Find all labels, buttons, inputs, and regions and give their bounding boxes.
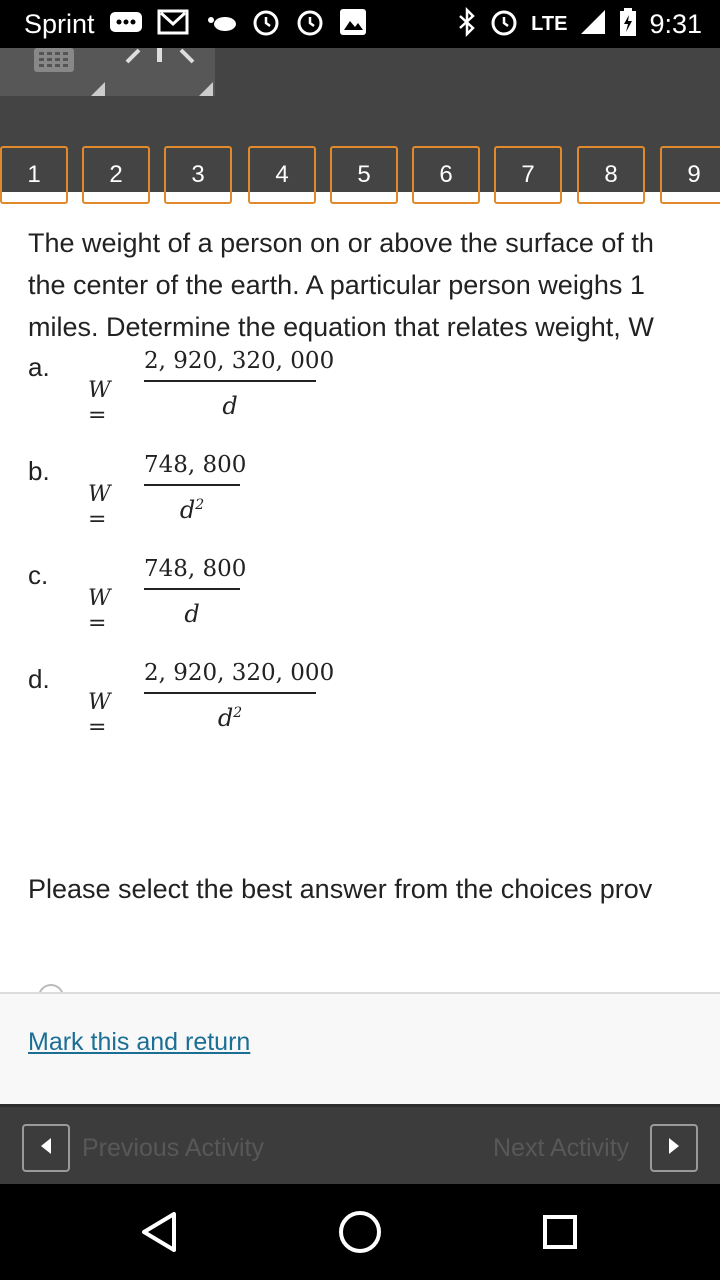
system-nav-bar bbox=[0, 1184, 720, 1280]
alarm-icon bbox=[295, 7, 325, 42]
question-8-button[interactable]: 8 bbox=[577, 146, 645, 204]
corner-marker-icon bbox=[199, 82, 213, 101]
fraction-bar bbox=[144, 484, 240, 486]
gmail-icon bbox=[157, 9, 189, 40]
fraction bbox=[144, 658, 335, 733]
fraction-bar bbox=[144, 380, 316, 382]
fraction-bar bbox=[144, 692, 316, 694]
exponent: 2 bbox=[195, 496, 205, 513]
answer-option-c[interactable] bbox=[28, 556, 428, 650]
question-6-button[interactable]: 6 bbox=[412, 146, 480, 204]
numerator: 2, 920, 320, 000 bbox=[144, 348, 335, 374]
question-line: The weight of a person on or above the surface of th bbox=[28, 228, 654, 258]
question-4-button[interactable]: 4 bbox=[248, 146, 316, 204]
image-icon bbox=[339, 8, 367, 41]
next-activity-label[interactable]: Next Activity bbox=[493, 1134, 630, 1162]
collapse-icon[interactable] bbox=[125, 48, 195, 69]
previous-activity-label[interactable]: Previous Activity bbox=[82, 1134, 265, 1162]
toolbar bbox=[0, 48, 720, 192]
signal-icon bbox=[579, 8, 607, 41]
numerator: 748, 800 bbox=[144, 452, 247, 478]
question-7-button[interactable]: 7 bbox=[494, 146, 562, 204]
fraction bbox=[144, 450, 247, 525]
alarm-icon bbox=[489, 7, 519, 42]
alarm-icon bbox=[251, 7, 281, 42]
instruction-text: Please select the best answer from the choices prov bbox=[28, 874, 653, 904]
numerator: 748, 800 bbox=[144, 556, 247, 582]
question-5-button[interactable]: 5 bbox=[330, 146, 398, 204]
numerator: 2, 920, 320, 000 bbox=[144, 660, 335, 686]
question-1-button[interactable]: 1 bbox=[0, 146, 68, 204]
question-3-button[interactable]: 3 bbox=[164, 146, 232, 204]
fraction bbox=[144, 554, 247, 629]
carrier-name: Sprint bbox=[24, 8, 95, 39]
equation-lhs: W = bbox=[88, 482, 111, 532]
weather-icon bbox=[203, 10, 237, 39]
chevron-right-icon bbox=[667, 1137, 681, 1160]
answer-option-d[interactable] bbox=[28, 660, 428, 754]
option-letter: d. bbox=[28, 664, 50, 694]
network-type: LTE bbox=[531, 12, 568, 35]
battery-charging-icon bbox=[619, 7, 637, 42]
mark-and-return-link[interactable]: Mark this and return bbox=[28, 1028, 251, 1056]
option-letter: b. bbox=[28, 456, 50, 486]
radio-button[interactable] bbox=[38, 984, 64, 992]
question-content bbox=[0, 192, 720, 992]
denominator: d bbox=[184, 599, 200, 628]
option-letter: a. bbox=[28, 352, 50, 382]
home-icon[interactable] bbox=[336, 1208, 384, 1256]
answer-option-b[interactable] bbox=[28, 452, 428, 546]
back-icon[interactable] bbox=[136, 1208, 184, 1256]
status-bar bbox=[0, 0, 720, 48]
equation-lhs: W = bbox=[88, 586, 111, 636]
chat-more-icon bbox=[109, 10, 143, 39]
clock: 9:31 bbox=[649, 8, 702, 39]
chevron-left-icon bbox=[39, 1137, 53, 1160]
question-line: the center of the earth. A particular person weighs 1 bbox=[28, 270, 645, 300]
fraction-bar bbox=[144, 588, 240, 590]
previous-activity-button[interactable] bbox=[22, 1124, 70, 1172]
fraction bbox=[144, 346, 335, 421]
option-letter: c. bbox=[28, 560, 49, 590]
equation-lhs: W = bbox=[88, 690, 111, 740]
tool-panel bbox=[0, 48, 215, 96]
question-text bbox=[28, 222, 720, 348]
question-2-button[interactable]: 2 bbox=[82, 146, 150, 204]
corner-marker-icon bbox=[91, 82, 105, 101]
denominator: d bbox=[222, 391, 238, 420]
recent-apps-icon[interactable] bbox=[536, 1208, 584, 1256]
denominator: d bbox=[179, 495, 196, 524]
activity-nav bbox=[0, 1104, 720, 1184]
bluetooth-icon bbox=[457, 7, 477, 42]
question-line: miles. Determine the equation that relates weight, W bbox=[28, 312, 654, 342]
mark-area bbox=[0, 992, 720, 1106]
exponent: 2 bbox=[233, 704, 243, 721]
equation-lhs: W = bbox=[88, 378, 111, 428]
next-activity-button[interactable] bbox=[650, 1124, 698, 1172]
calculator-icon[interactable] bbox=[32, 48, 76, 79]
denominator: d bbox=[217, 703, 234, 732]
answer-option-a[interactable] bbox=[28, 348, 428, 442]
question-9-button[interactable]: 9 bbox=[660, 146, 720, 204]
